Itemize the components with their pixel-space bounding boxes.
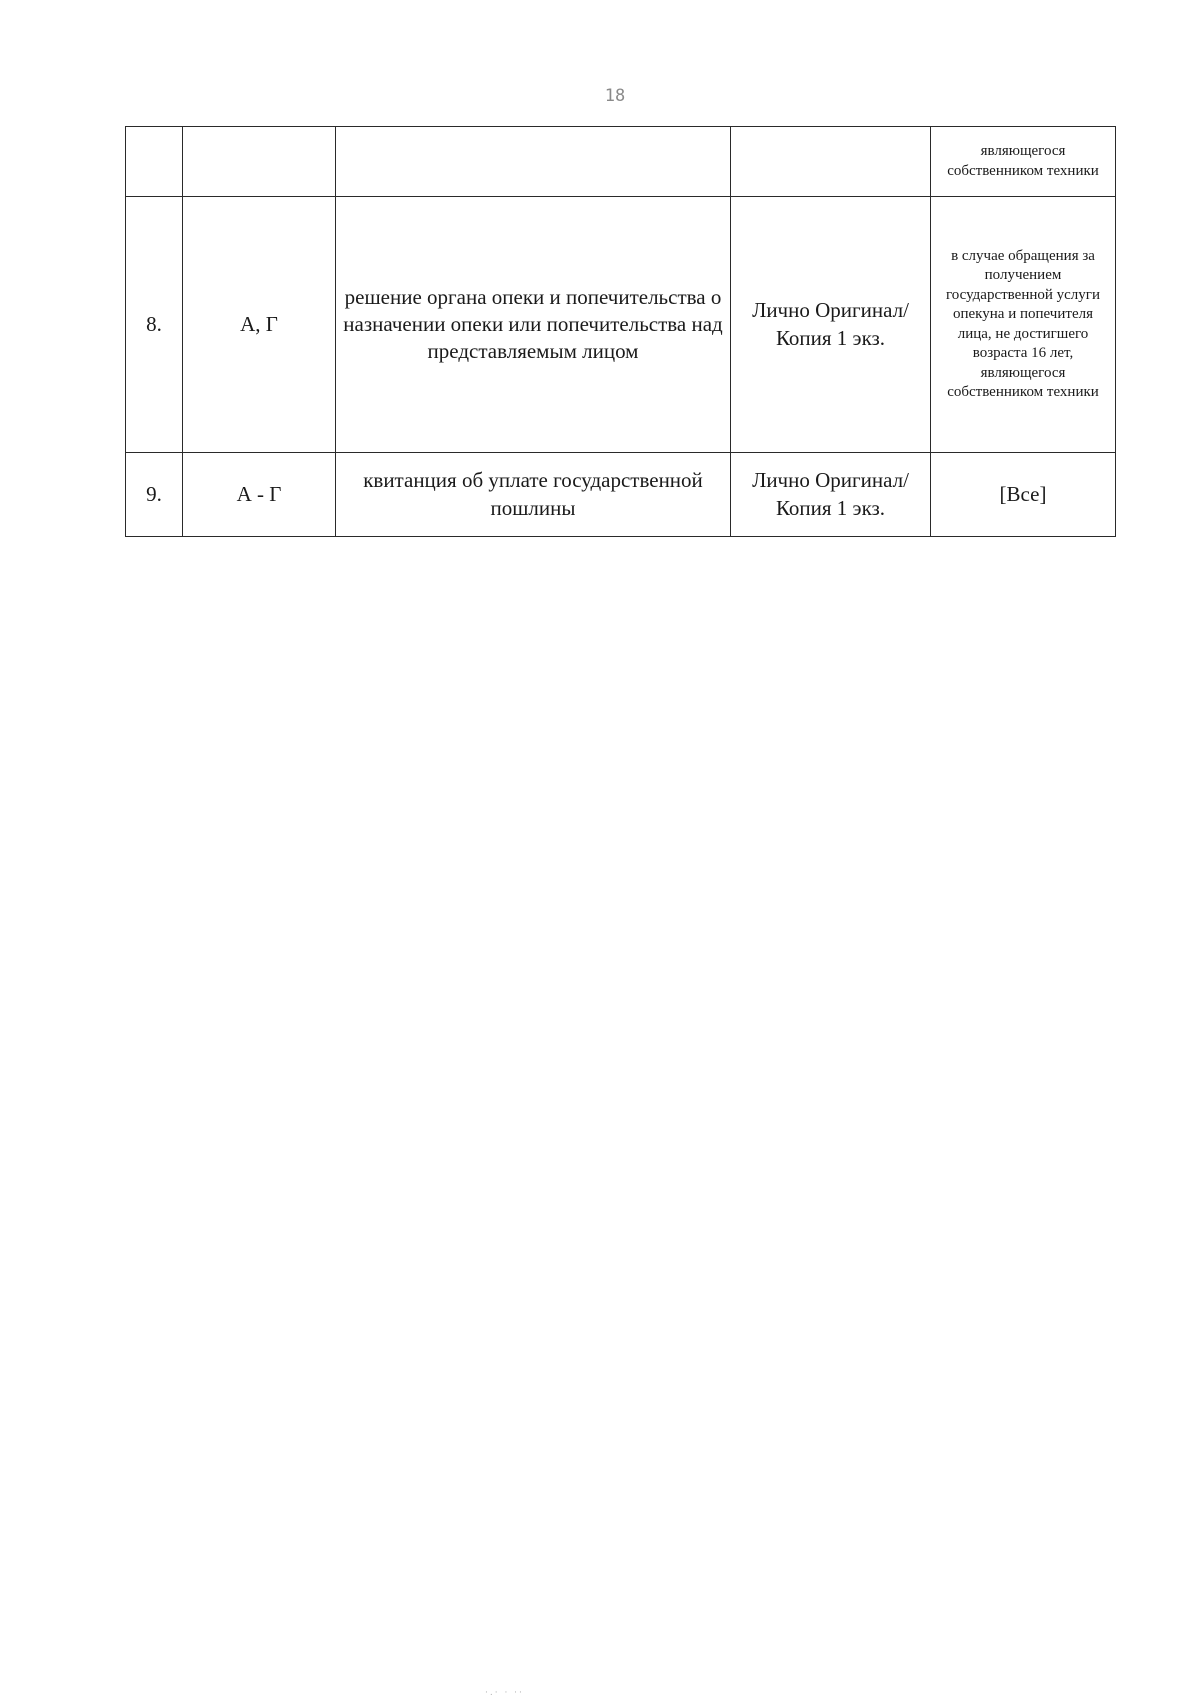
cell-document: решение органа опеки и попечительства о назначении опеки или попечительства над представляемым лицом (336, 197, 731, 453)
cell-category (183, 127, 336, 197)
cell-number (126, 127, 183, 197)
page-number: 18 (604, 86, 626, 106)
cell-condition: являющегося собственником техники (931, 127, 1116, 197)
cell-category: А - Г (183, 453, 336, 537)
cell-form: Лично Оригинал/Копия 1 экз. (731, 197, 931, 453)
cell-number: 8. (126, 197, 183, 453)
cell-document (336, 127, 731, 197)
cell-form (731, 127, 931, 197)
table-row (126, 453, 1116, 537)
table-row (126, 127, 1116, 197)
cell-document: квитанция об уплате государственной пошлины (336, 453, 731, 537)
table-row (126, 197, 1116, 453)
cell-form: Лично Оригинал/Копия 1 экз. (731, 453, 931, 537)
cell-condition: [Все] (931, 453, 1116, 537)
documents-table (125, 126, 1116, 537)
cell-condition: в случае обращения за получением государственной услуги опекуна и попечителя лица, не достигшего возраста 16 лет, являющегося собственником техники (931, 197, 1116, 453)
cell-number: 9. (126, 453, 183, 537)
cell-category: А, Г (183, 197, 336, 453)
scan-artifact: ·.· · ·· (485, 1688, 524, 1698)
